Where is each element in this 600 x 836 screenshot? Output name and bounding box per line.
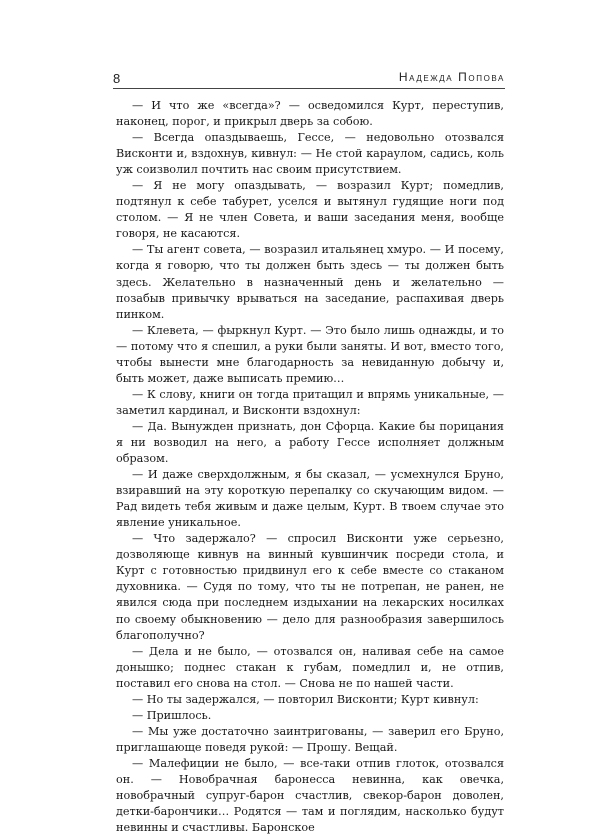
paragraph: — Но ты задержался, — повторил Висконти; Курт кивнул: — [132, 692, 479, 706]
paragraph: — Малефиции не было, — все-таки отпив глоток, отозвался он. — Новобрачная баронесса невинна, как овечка, новобрачный супруг-барон счастлив, свекор-барон доволен, детки-барончики… Родятся — там и поглядим, насколько будут невинны и счастливы. Баронское — [116, 756, 504, 835]
header-rule — [113, 88, 505, 89]
page-number: 8 — [113, 71, 121, 86]
running-head-author: Надежда Попова — [398, 70, 505, 84]
paragraph: — И даже сверхдолжным, я бы сказал, — усмехнулся Бруно, взиравший на эту короткую перепалку со скучающим видом. — Рад видеть тебя живым и даже целым, Курт. В твоем случае это явление уникальное. — [116, 468, 504, 530]
paragraph: — Мы уже достаточно заинтригованы, — заверил его Бруно, приглашающе поведя рукой: — Прошу. Вещай. — [116, 724, 504, 754]
paragraph: — Я не могу опаздывать, — возразил Курт; помедлив, подтянул к себе табурет, уселся и вытянул гудящие ноги под столом. — Я не член Совета, и ваши заседания меня, вообще говоря, не касаются. — [116, 179, 504, 241]
body-text — [116, 98, 504, 836]
paragraph: — Ты агент совета, — возразил итальянец хмуро. — И посему, когда я говорю, что ты должен быть здесь — ты должен быть здесь. Желательно в назначенный день и желательно — позабыв привычку врываться на заседание, распахивая дверь пинком. — [116, 243, 504, 321]
paragraph: — К слову, книги он тогда притащил и впрямь уникальные, — заметил кардинал, и Висконти вздохнул: — [116, 387, 504, 417]
paragraph: — Что задержало? — спросил Висконти уже серьезно, дозволяюще кивнув на винный кувшинчик посреди стола, и Курт с готовностью придвинул его к себе вместе со стаканом духовника. — Судя по тому, что ты не потрепан, не ранен, не явился сюда при последнем издыхании на лекарских носилках по своему обыкновению — дело для разнообразия завершилось благополучно? — [116, 532, 504, 642]
paragraph: — Клевета, — фыркнул Курт. — Это было лишь однажды, и то — потому что я спешил, а руки были заняты. И вот, вместо того, чтобы вынести мне благодарность за невиданную добычу и, быть может, даже выписать премию… — [116, 323, 504, 385]
paragraph: — Дела и не было, — отозвался он, наливая себе на самое донышко; поднес стакан к губам, помедлил и, не отпив, поставил его снова на стол. — Снова не по нашей части. — [116, 644, 504, 690]
paragraph: — И что же «всегда»? — осведомился Курт, переступив, наконец, порог, и прикрыл дверь за собою. — [116, 99, 504, 129]
paragraph: — Всегда опаздываешь, Гессе, — недовольно отозвался Висконти и, вздохнув, кивнул: — Не стой караулом, садись, коль уж соизволил почтить нас своим присутствием. — [116, 131, 504, 177]
paragraph: — Пришлось. — [132, 708, 212, 722]
paragraph: — Да. Вынужден признать, дон Сфорца. Какие бы порицания я ни возводил на него, а работу Гессе исполняет должным образом. — [116, 419, 504, 466]
